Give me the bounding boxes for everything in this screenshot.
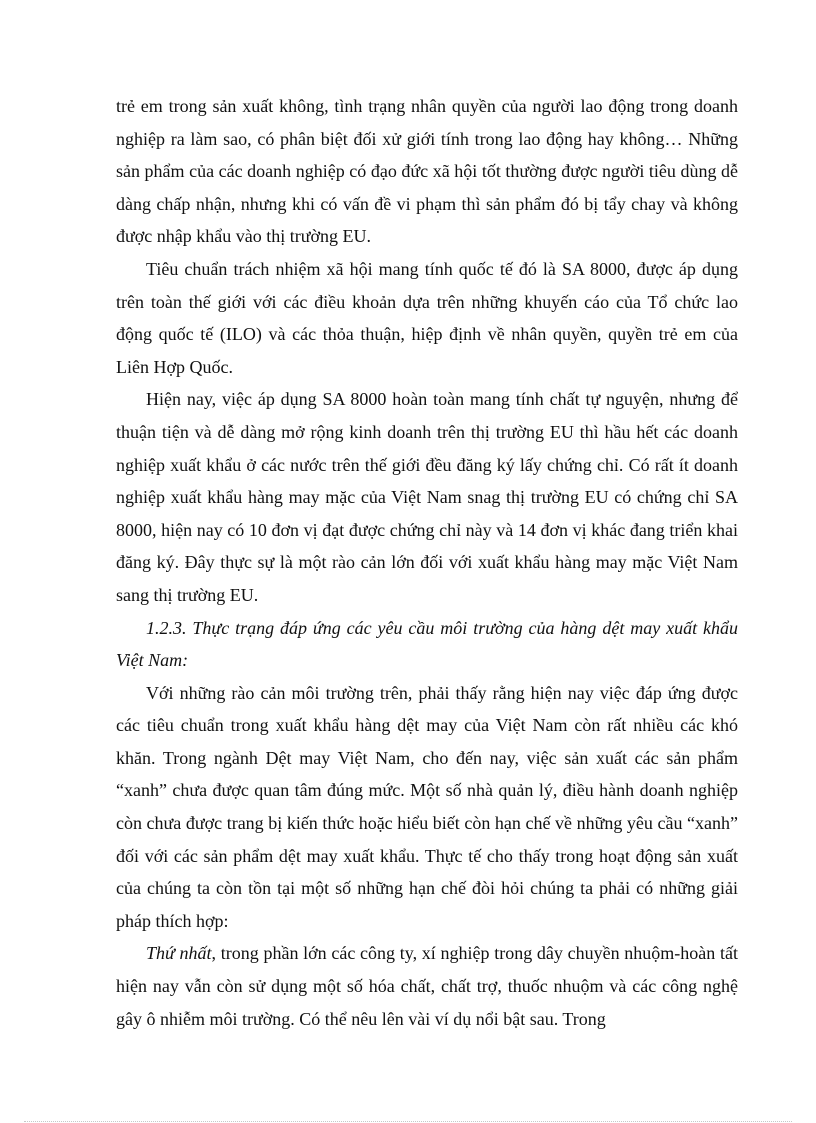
first-point-lead: Thứ nhất [146,943,212,964]
paragraph-environmental-barriers: Với những rào cản môi trường trên, phải thấy rằng hiện nay việc đáp ứng được các tiêu chuẩn trong xuất khẩu hàng dệt may của Việt Nam còn rất nhiều các khó khăn. Trong ngành Dệt may Việt Nam, cho đến nay, việc sản xuất các sản phẩm “xanh” chưa được quan tâm đúng mức. Một số nhà quản lý, điều hành doanh nghiệp còn chưa được trang bị kiến thức hoặc hiểu biết còn hạn chế về những yêu cầu “xanh” đối với các sản phẩm dệt may xuất khẩu. Thực tế cho thấy trong hoạt động sản xuất của chúng ta còn tồn tại một số những hạn chế đòi hỏi chúng ta phải có những giải pháp thích hợp: [116,682,738,931]
paragraph-sa8000-standard: Tiêu chuẩn trách nhiệm xã hội mang tính quốc tế đó là SA 8000, được áp dụng trên toàn thế giới với các điều khoản dựa trên những khuyến cáo của Tổ chức lao động quốc tế (ILO) và các thỏa thuận, hiệp định về nhân quyền, quyền trẻ em của Liên Hợp Quốc. [116,258,738,377]
paragraph-child-rights: trẻ em trong sản xuất không, tình trạng nhân quyền của người lao động trong doanh nghiệp ra làm sao, có phân biệt đối xử giới tính trong lao động hay không… Những sản phẩm của các doanh nghiệp có đạo đức xã hội tốt thường được người tiêu dùng dễ dàng chấp nhận, nhưng khi có vấn đề vi phạm thì sản phẩm đó bị tẩy chay và không được nhập khẩu vào thị trường EU. [116,96,738,247]
paragraph-first-point [116,937,738,1035]
page-bottom-divider [24,1121,792,1122]
section-heading-1-2-3: 1.2.3. Thực trạng đáp ứng các yêu cầu môi trường của hàng dệt may xuất khẩu Việt Nam: [116,617,738,671]
first-point-text: , trong phần lớn các công ty, xí nghiệp trong dây chuyền nhuộm-hoàn tất hiện nay vẫn còn sử dụng một số hóa chất, chất trợ, thuốc nhuộm và các công nghệ gây ô nhiễm môi trường. Có thể nêu lên vài ví dụ nổi bật sau. Trong [116,943,738,1029]
paragraph-sa8000-adoption: Hiện nay, việc áp dụng SA 8000 hoàn toàn mang tính chất tự nguyện, nhưng để thuận tiện và dễ dàng mở rộng kinh doanh trên thị trường EU thì hầu hết các doanh nghiệp xuất khẩu ở các nước trên thế giới đều đăng ký lấy chứng chỉ. Có rất ít doanh nghiệp xuất khẩu hàng may mặc của Việt Nam snag thị trường EU có chứng chỉ SA 8000, hiện nay có 10 đơn vị đạt được chứng chỉ này và 14 đơn vị khác đang triển khai đăng ký. Đây thực sự là một rào cản lớn đối với xuất khẩu hàng may mặc Việt Nam sang thị trường EU. [116,389,738,605]
body-text [116,90,738,1035]
